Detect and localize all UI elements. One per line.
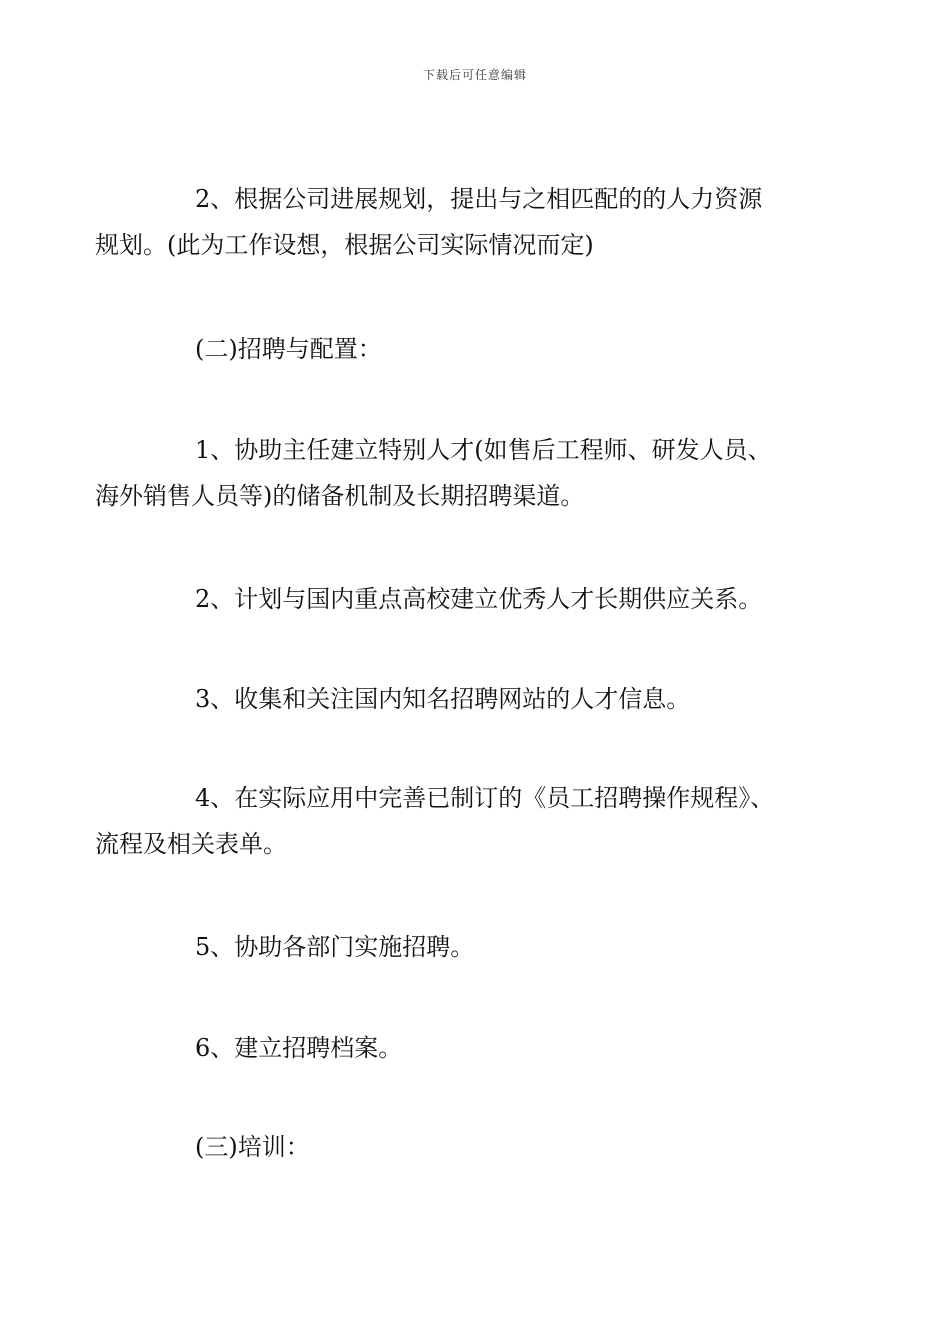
heading-text: (二)招聘与配置： [195,335,382,363]
paragraph-line: 规划。(此为工作设想，根据公司实际情况而定) [95,231,594,259]
paragraph-line: 3、收集和关注国内知名招聘网站的人才信息。 [195,685,691,713]
paragraph-line: 1、协助主任建立特别人才(如售后工程师、研发人员、 [195,436,772,464]
paragraph-item-2 [145,576,825,622]
paragraph-line: 流程及相关表单。 [95,830,287,858]
paragraph-item-3 [145,676,825,722]
paragraph-line: 海外销售人员等)的储备机制及长期招聘渠道。 [95,482,585,510]
paragraph-line: 6、建立招聘档案。 [195,1034,403,1062]
paragraph-item-1 [95,427,825,519]
section-heading-recruitment [145,326,825,372]
paragraph-line: 5、协助各部门实施招聘。 [195,933,475,961]
section-heading-training [145,1124,825,1170]
paragraph-line: 2、根据公司进展规划，提出与之相匹配的的人力资源 [195,185,763,213]
paragraph-item-6 [145,1025,825,1071]
paragraph-planning [95,176,825,268]
paragraph-line: 2、计划与国内重点高校建立优秀人才长期供应关系。 [195,585,763,613]
header-note: 下载后可任意编辑 [422,68,527,82]
paragraph-item-5 [145,924,825,970]
paragraph-item-4 [95,775,825,867]
heading-text: (三)培训： [195,1133,310,1161]
paragraph-line: 4、在实际应用中完善已制订的《员工招聘操作规程》、 [195,784,775,812]
